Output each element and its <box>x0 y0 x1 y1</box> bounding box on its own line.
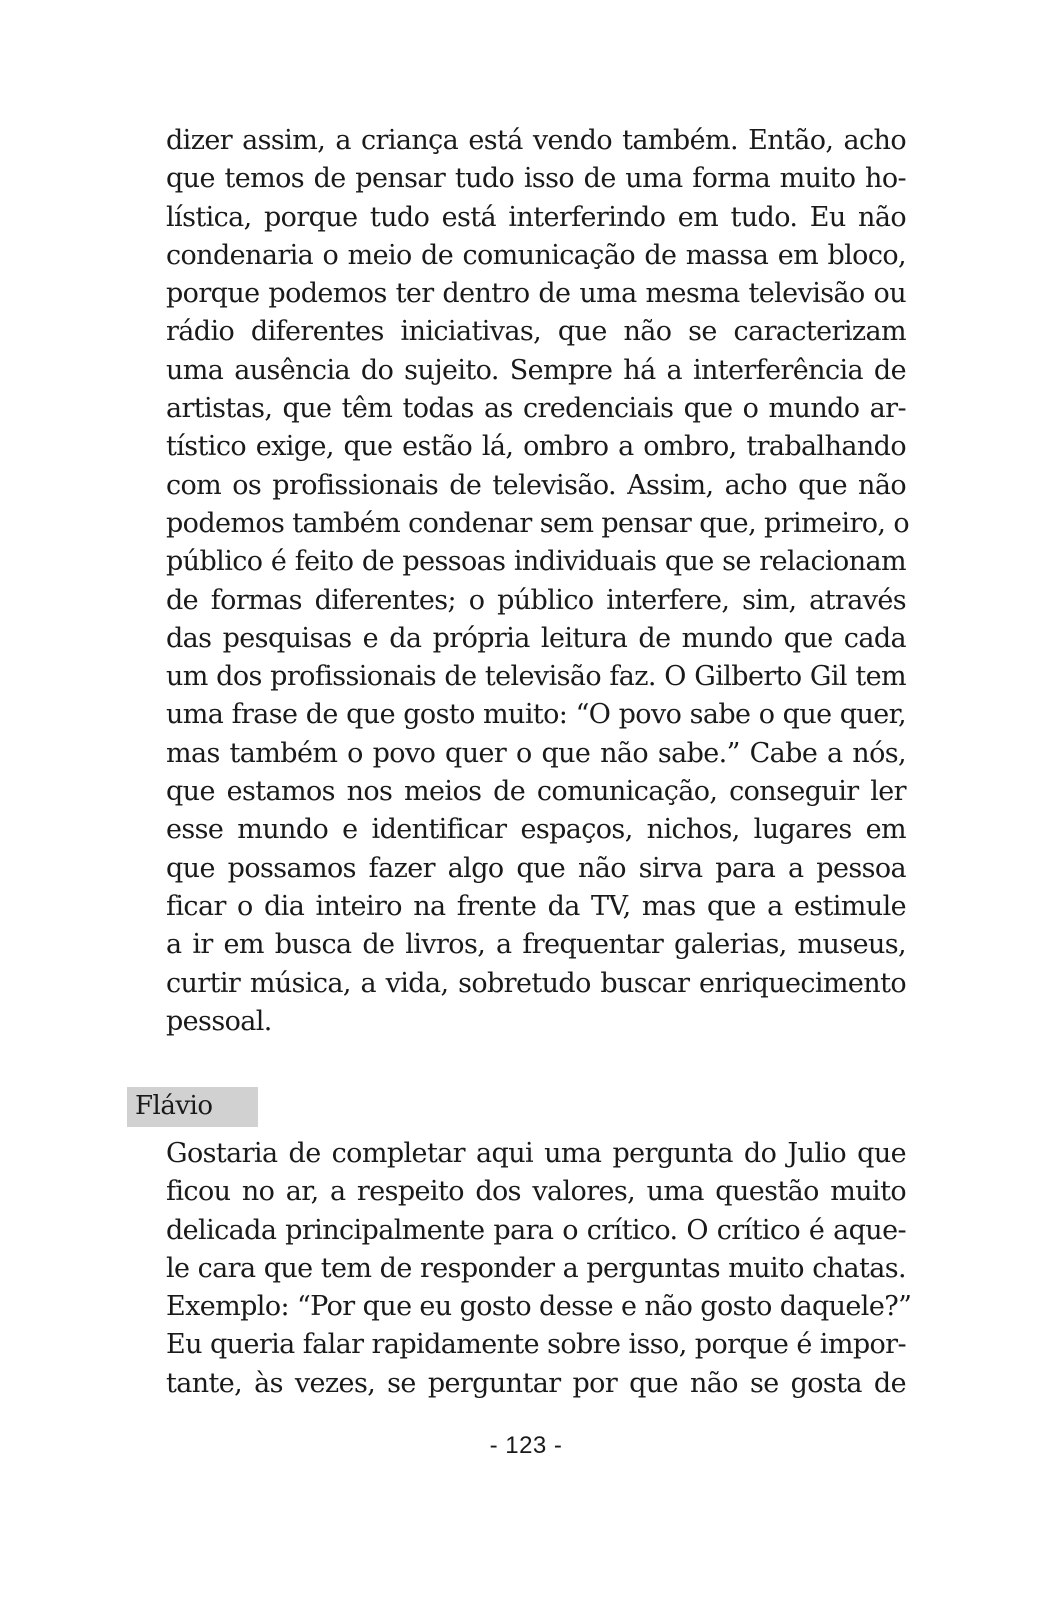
text-line: tístico exige, que estão lá, ombro a ombro, trabalhando <box>166 431 906 463</box>
text-line: rádio diferentes iniciativas, que não se caracterizam <box>166 316 906 348</box>
text-line: Exemplo: “Por que eu gosto desse e não gosto daquele?” <box>166 1291 912 1323</box>
speaker-paragraph <box>166 1135 912 1403</box>
speaker-label <box>127 1087 258 1127</box>
text-line: uma frase de que gosto muito: “O povo sabe o que quer, <box>166 699 906 731</box>
text-line: que estamos nos meios de comunicação, conseguir ler <box>166 776 906 808</box>
text-line: esse mundo e identificar espaços, nichos, lugares em <box>166 814 906 846</box>
text-line: condenaria o meio de comunicação de massa em bloco, <box>166 239 906 271</box>
page-number: - 123 - <box>489 1432 563 1459</box>
text-line: podemos também condenar sem pensar que, primeiro, o <box>166 507 910 539</box>
text-line: mas também o povo quer o que não sabe.” Cabe a nós, <box>166 737 906 769</box>
text-line: Eu queria falar rapidamente sobre isso, porque é impor- <box>166 1329 906 1361</box>
text-line: que possamos fazer algo que não sirva para a pessoa <box>166 852 906 884</box>
text-line: lística, porque tudo está interferindo em tudo. Eu não <box>166 201 906 233</box>
text-line: curtir música, a vida, sobretudo buscar enriquecimento <box>166 967 906 999</box>
text-line: com os profissionais de televisão. Assim, acho que não <box>166 469 906 501</box>
text-line: ficou no ar, a respeito dos valores, uma questão muito <box>166 1176 906 1208</box>
paragraph-continuation <box>166 122 910 1041</box>
text-line: ficar o dia inteiro na frente da TV, mas que a estimule <box>166 890 906 922</box>
text-line: Gostaria de completar aqui uma pergunta do Julio que <box>166 1138 906 1169</box>
text-line: um dos profissionais de televisão faz. O Gilberto Gil tem <box>166 661 906 693</box>
speaker-name: Flávio <box>135 1091 213 1121</box>
text-line: tante, às vezes, se perguntar por que não se gosta de <box>166 1367 906 1399</box>
text-line: porque podemos ter dentro de uma mesma televisão ou <box>166 278 906 310</box>
text-line: pessoal. <box>166 1005 272 1037</box>
text-line: dizer assim, a criança está vendo também. Então, acho <box>166 125 906 156</box>
text-line: das pesquisas e da própria leitura de mundo que cada <box>166 622 906 654</box>
text-line: que temos de pensar tudo isso de uma forma muito ho- <box>166 163 906 195</box>
text-line: artistas, que têm todas as credenciais que o mundo ar- <box>166 393 906 425</box>
text-line: público é feito de pessoas individuais que se relacionam <box>166 546 906 578</box>
text-line: a ir em busca de livros, a frequentar galerias, museus, <box>166 929 906 961</box>
text-line: de formas diferentes; o público interfere, sim, através <box>166 584 906 616</box>
text-line: uma ausência do sujeito. Sempre há a interferência de <box>166 354 906 386</box>
text-line: delicada principalmente para o crítico. O crítico é aque- <box>166 1214 906 1246</box>
text-line: le cara que tem de responder a perguntas muito chatas. <box>166 1252 906 1284</box>
